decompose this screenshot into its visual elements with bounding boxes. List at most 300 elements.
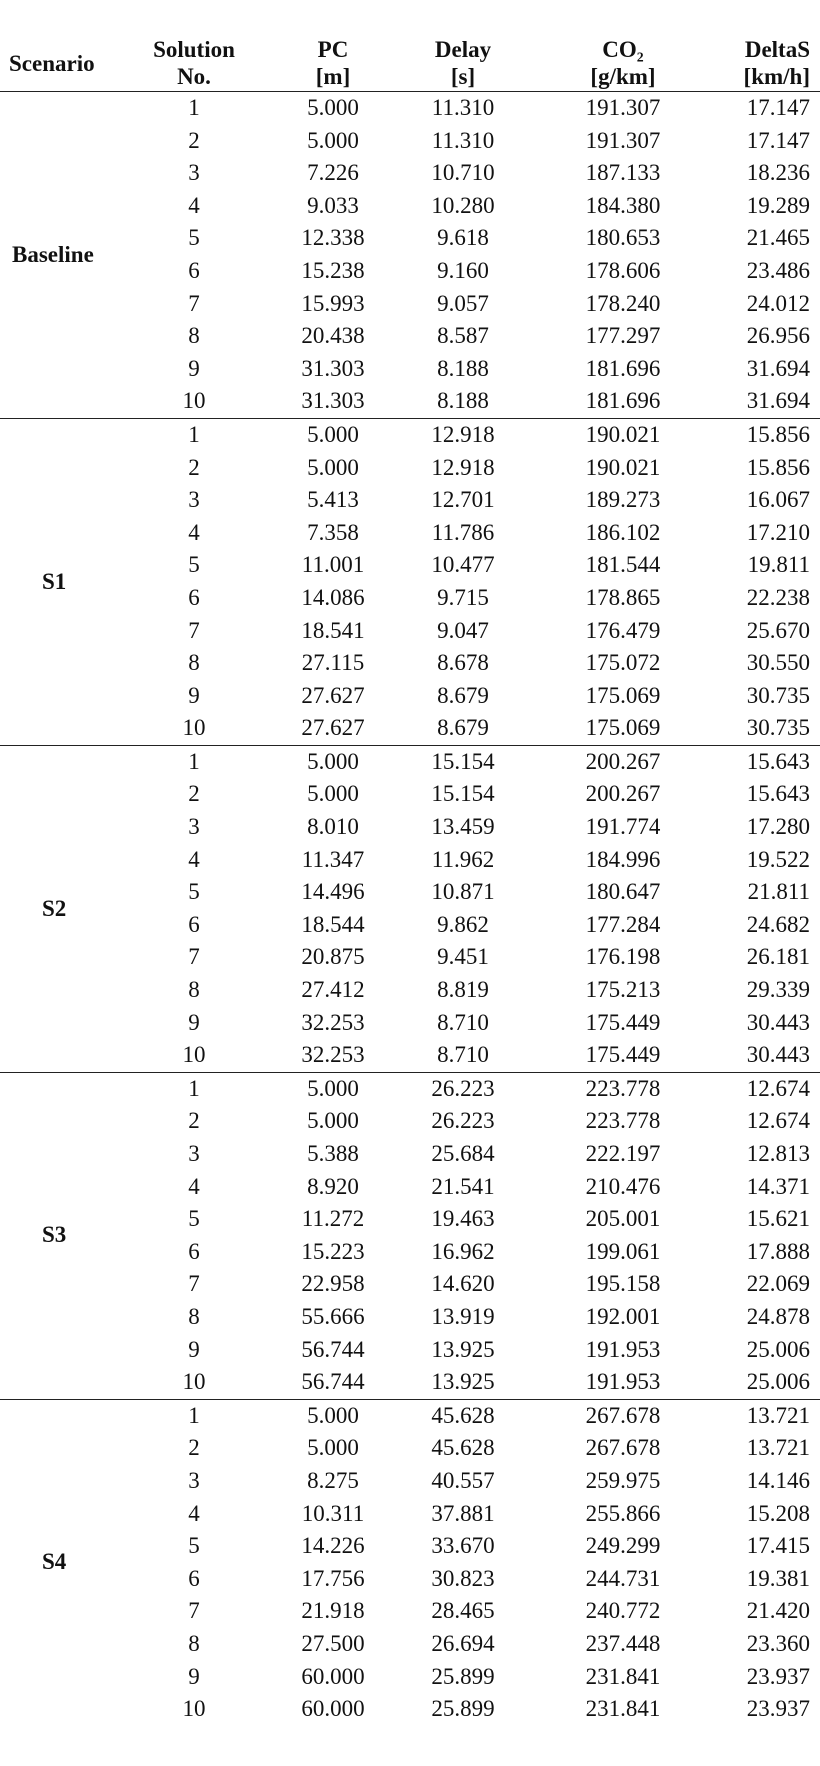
table-row <box>0 974 820 1007</box>
table-row <box>0 1007 820 1040</box>
solution-no-cell: 2 <box>188 127 200 153</box>
delay-cell: 12.701 <box>431 487 495 513</box>
pc-cell: 17.756 <box>301 1565 365 1591</box>
solution-no-cell: 7 <box>188 1271 200 1297</box>
deltas-cell: 15.621 <box>746 1206 810 1232</box>
solution-no-cell: 3 <box>188 1141 200 1166</box>
deltas-cell: 24.878 <box>746 1303 810 1329</box>
co2-cell: 210.476 <box>585 1173 661 1199</box>
pc-cell: 5.388 <box>307 1141 359 1166</box>
co2-cell: 267.678 <box>585 1402 661 1428</box>
deltas-cell: 23.937 <box>746 1696 810 1722</box>
solution-no-cell: 4 <box>188 1173 200 1199</box>
co2-cell: 200.267 <box>585 748 661 774</box>
delay-cell: 15.154 <box>431 781 495 807</box>
deltas-cell: 14.146 <box>746 1467 810 1493</box>
header-delay <box>383 30 543 92</box>
table-row <box>0 125 820 158</box>
deltas-cell: 26.181 <box>746 944 810 970</box>
table-row <box>0 452 820 485</box>
scenario-group <box>0 92 820 419</box>
co2-cell: 178.865 <box>585 584 661 610</box>
pc-cell: 5.000 <box>307 1402 359 1428</box>
solution-no-cell: 6 <box>188 1238 200 1264</box>
deltas-cell: 17.147 <box>746 127 810 153</box>
solution-no-cell: 4 <box>188 192 200 218</box>
co2-cell: 176.198 <box>585 944 661 970</box>
delay-cell: 11.962 <box>431 846 495 872</box>
deltas-cell: 12.674 <box>746 1075 810 1101</box>
delay-cell: 21.541 <box>431 1173 495 1199</box>
solution-no-cell: 7 <box>188 290 200 316</box>
header-co2 <box>543 30 703 92</box>
solution-no-cell: 3 <box>188 160 200 186</box>
deltas-cell: 30.550 <box>746 650 810 676</box>
solution-no-cell: 2 <box>188 454 200 480</box>
co2-cell: 181.544 <box>585 552 661 578</box>
table-row <box>0 1661 820 1694</box>
pc-cell: 31.303 <box>301 388 365 414</box>
co2-cell: 189.273 <box>585 487 661 513</box>
solution-no-cell: 1 <box>188 748 200 774</box>
solution-no-cell: 5 <box>188 879 200 905</box>
delay-cell: 11.786 <box>431 519 495 545</box>
solution-no-cell: 3 <box>188 1467 200 1493</box>
solution-no-cell: 2 <box>188 781 200 807</box>
pc-cell: 56.744 <box>301 1336 365 1362</box>
deltas-cell: 15.643 <box>746 781 810 807</box>
delay-cell: 9.160 <box>437 257 489 283</box>
deltas-cell: 17.415 <box>746 1533 810 1559</box>
pc-cell: 55.666 <box>301 1303 365 1329</box>
deltas-cell: 25.006 <box>746 1369 810 1395</box>
delay-cell: 9.862 <box>437 911 489 937</box>
header-delay-unit: [s] <box>450 64 476 89</box>
deltas-cell: 22.238 <box>746 584 810 610</box>
solution-no-cell: 9 <box>188 1663 200 1689</box>
table-row <box>0 1301 820 1334</box>
co2-cell: 199.061 <box>585 1238 661 1264</box>
delay-cell: 28.465 <box>431 1598 495 1624</box>
deltas-cell: 13.721 <box>746 1402 810 1428</box>
deltas-cell: 25.006 <box>746 1336 810 1362</box>
delay-cell: 37.881 <box>431 1500 495 1526</box>
table-row <box>0 1268 820 1301</box>
co2-cell: 175.449 <box>585 1042 661 1068</box>
pc-cell: 5.000 <box>307 127 359 153</box>
delay-cell: 16.962 <box>431 1238 495 1264</box>
delay-cell: 9.618 <box>437 225 489 251</box>
deltas-cell: 19.289 <box>746 192 810 218</box>
delay-cell: 8.679 <box>437 715 489 741</box>
table-header <box>0 30 820 92</box>
scenario-label: S4 <box>42 1549 67 1575</box>
pc-cell: 56.744 <box>301 1369 365 1395</box>
solution-no-cell: 8 <box>188 323 200 349</box>
deltas-cell: 23.360 <box>746 1630 810 1656</box>
table-row <box>0 288 820 321</box>
deltas-cell: 14.371 <box>746 1173 810 1199</box>
solution-no-cell: 9 <box>188 355 200 381</box>
co2-cell: 244.731 <box>585 1565 661 1591</box>
co2-cell: 267.678 <box>585 1435 661 1461</box>
co2-cell: 175.069 <box>585 682 661 708</box>
delay-cell: 9.057 <box>437 290 489 316</box>
co2-cell: 180.647 <box>585 879 661 905</box>
deltas-cell: 13.721 <box>746 1435 810 1461</box>
table-row <box>0 484 820 517</box>
co2-cell: 181.696 <box>585 388 661 414</box>
pc-cell: 27.627 <box>301 715 365 741</box>
pc-cell: 14.496 <box>301 879 365 905</box>
pc-cell: 18.541 <box>301 617 365 643</box>
co2-cell: 259.975 <box>585 1467 661 1493</box>
header-solution-no <box>105 30 283 92</box>
pc-cell: 5.000 <box>307 421 359 447</box>
deltas-cell: 16.067 <box>746 487 810 513</box>
pc-cell: 10.311 <box>301 1500 365 1526</box>
table-row <box>0 811 820 844</box>
table-row <box>0 1072 820 1105</box>
table-row <box>0 1236 820 1269</box>
pc-cell: 20.875 <box>301 944 365 970</box>
pc-cell: 60.000 <box>301 1696 365 1722</box>
co2-cell: 186.102 <box>585 519 661 545</box>
solution-no-cell: 8 <box>188 977 200 1003</box>
scenario-label: S1 <box>42 568 67 594</box>
delay-cell: 40.557 <box>431 1467 495 1493</box>
pc-cell: 27.500 <box>301 1630 365 1656</box>
deltas-cell: 30.735 <box>746 715 810 741</box>
delay-cell: 26.223 <box>431 1108 495 1134</box>
delay-cell: 26.223 <box>431 1075 495 1101</box>
solution-no-cell: 8 <box>188 1630 200 1656</box>
table-row <box>0 1334 820 1367</box>
deltas-cell: 19.381 <box>746 1565 810 1591</box>
pc-cell: 14.226 <box>301 1533 365 1559</box>
solution-no-cell: 1 <box>188 421 200 447</box>
delay-cell: 13.925 <box>431 1336 495 1362</box>
table-row <box>0 353 820 386</box>
solution-no-cell: 4 <box>188 519 200 545</box>
table-row <box>0 909 820 942</box>
scenario-group <box>0 1399 820 1725</box>
solution-no-cell: 7 <box>188 617 200 643</box>
deltas-cell: 18.236 <box>746 160 810 186</box>
co2-cell: 184.996 <box>585 846 661 872</box>
pc-cell: 21.918 <box>301 1598 365 1624</box>
delay-cell: 9.451 <box>437 944 489 970</box>
deltas-cell: 30.443 <box>746 1009 810 1035</box>
deltas-cell: 17.147 <box>746 95 810 120</box>
pc-cell: 32.253 <box>301 1009 365 1035</box>
table-row <box>0 222 820 255</box>
table-row <box>0 647 820 680</box>
delay-cell: 8.587 <box>437 323 489 349</box>
solution-no-cell: 6 <box>188 911 200 937</box>
deltas-cell: 15.643 <box>746 748 810 774</box>
delay-cell: 25.899 <box>431 1663 495 1689</box>
solution-no-cell: 1 <box>188 1075 200 1101</box>
deltas-cell: 15.208 <box>746 1500 810 1526</box>
table-row <box>0 255 820 288</box>
delay-cell: 13.459 <box>431 814 495 840</box>
co2-cell: 205.001 <box>585 1206 661 1232</box>
scenario-group <box>0 745 820 1072</box>
scenario-label: S2 <box>42 895 67 921</box>
delay-cell: 8.819 <box>437 977 489 1003</box>
table-row <box>0 1171 820 1204</box>
table-row <box>0 745 820 778</box>
solution-no-cell: 3 <box>188 487 200 513</box>
table-row <box>0 1595 820 1628</box>
deltas-cell: 15.856 <box>746 454 810 480</box>
pc-cell: 11.272 <box>301 1206 365 1232</box>
deltas-cell: 12.813 <box>746 1141 810 1166</box>
delay-cell: 11.310 <box>431 95 495 120</box>
solution-no-cell: 6 <box>188 584 200 610</box>
deltas-cell: 17.280 <box>746 814 810 840</box>
header-deltas-unit: [km/h] <box>743 64 810 89</box>
delay-cell: 8.188 <box>437 355 489 381</box>
delay-cell: 10.477 <box>431 552 495 578</box>
table-row <box>0 1366 820 1399</box>
delay-cell: 12.918 <box>431 454 495 480</box>
co2-cell: 191.953 <box>585 1336 661 1362</box>
pc-cell: 7.358 <box>307 519 359 545</box>
pc-cell: 5.413 <box>307 487 359 513</box>
co2-cell: 177.297 <box>585 323 661 349</box>
solution-no-cell: 2 <box>188 1108 200 1134</box>
table-row <box>0 1399 820 1432</box>
delay-cell: 33.670 <box>431 1533 495 1559</box>
co2-cell: 178.606 <box>585 257 661 283</box>
co2-cell: 190.021 <box>585 454 661 480</box>
pc-cell: 9.033 <box>307 192 359 218</box>
solution-no-cell: 6 <box>188 257 200 283</box>
deltas-cell: 24.682 <box>746 911 810 937</box>
pc-cell: 5.000 <box>307 454 359 480</box>
delay-cell: 13.919 <box>431 1303 495 1329</box>
table-row <box>0 517 820 550</box>
solution-no-cell: 9 <box>188 682 200 708</box>
co2-cell: 223.778 <box>585 1075 661 1101</box>
co2-cell: 255.866 <box>585 1500 661 1526</box>
solution-no-cell: 2 <box>188 1435 200 1461</box>
scenario-label: S3 <box>42 1222 67 1248</box>
solution-no-cell: 7 <box>188 1598 200 1624</box>
pc-cell: 8.010 <box>307 814 359 840</box>
solution-no-cell: 5 <box>188 552 200 578</box>
solution-no-cell: 1 <box>188 95 200 120</box>
delay-cell: 10.871 <box>431 879 495 905</box>
table-row <box>0 1563 820 1596</box>
solution-no-cell: 3 <box>188 814 200 840</box>
table-row <box>0 1628 820 1661</box>
table-row <box>0 941 820 974</box>
header-co2-line1: CO₂ <box>602 37 644 62</box>
delay-cell: 13.925 <box>431 1369 495 1395</box>
delay-cell: 8.679 <box>437 682 489 708</box>
pc-cell: 27.115 <box>301 650 365 676</box>
co2-cell: 190.021 <box>585 421 661 447</box>
table-row <box>0 1465 820 1498</box>
delay-cell: 30.823 <box>431 1565 495 1591</box>
pc-cell: 15.238 <box>301 257 365 283</box>
pc-cell: 11.001 <box>301 552 365 578</box>
deltas-cell: 30.443 <box>746 1042 810 1068</box>
deltas-cell: 29.339 <box>746 977 810 1003</box>
solution-no-cell: 10 <box>182 1696 206 1722</box>
table-row <box>0 680 820 713</box>
table-row <box>0 549 820 582</box>
co2-cell: 231.841 <box>585 1663 661 1689</box>
delay-cell: 25.899 <box>431 1696 495 1722</box>
header-pc <box>283 30 383 92</box>
header-solution-line2: No. <box>177 64 211 89</box>
pc-cell: 7.226 <box>307 160 359 186</box>
deltas-cell: 30.735 <box>746 682 810 708</box>
header-deltas-line1: DeltaS <box>744 37 810 62</box>
table-row <box>0 1105 820 1138</box>
solution-no-cell: 1 <box>188 1402 200 1428</box>
pc-cell: 5.000 <box>307 1075 359 1101</box>
delay-cell: 25.684 <box>431 1141 495 1166</box>
delay-cell: 9.715 <box>437 584 489 610</box>
header-pc-line1: PC <box>317 37 349 62</box>
delay-cell: 45.628 <box>431 1402 495 1428</box>
table-row <box>0 712 820 745</box>
deltas-cell: 21.465 <box>746 225 810 251</box>
co2-cell: 249.299 <box>585 1533 661 1559</box>
delay-cell: 8.678 <box>437 650 489 676</box>
co2-cell: 223.778 <box>585 1108 661 1134</box>
solution-no-cell: 10 <box>182 715 206 741</box>
table-row <box>0 844 820 877</box>
solution-no-cell: 10 <box>182 388 206 414</box>
pc-cell: 5.000 <box>307 1435 359 1461</box>
delay-cell: 45.628 <box>431 1435 495 1461</box>
scenario-group <box>0 1072 820 1399</box>
co2-cell: 175.213 <box>585 977 661 1003</box>
pc-cell: 15.993 <box>301 290 365 316</box>
solution-no-cell: 4 <box>188 846 200 872</box>
co2-cell: 240.772 <box>585 1598 661 1624</box>
table-row <box>0 1498 820 1531</box>
table-row <box>0 385 820 418</box>
delay-cell: 11.310 <box>431 127 495 153</box>
pc-cell: 20.438 <box>301 323 365 349</box>
delay-cell: 15.154 <box>431 748 495 774</box>
pc-cell: 60.000 <box>301 1663 365 1689</box>
co2-cell: 237.448 <box>585 1630 661 1656</box>
pc-cell: 27.412 <box>301 977 365 1003</box>
co2-cell: 181.696 <box>585 355 661 381</box>
co2-cell: 195.158 <box>585 1271 661 1297</box>
deltas-cell: 21.420 <box>746 1598 810 1624</box>
co2-cell: 180.653 <box>585 225 661 251</box>
co2-cell: 175.072 <box>585 650 661 676</box>
deltas-cell: 17.888 <box>746 1238 810 1264</box>
table-row <box>0 1693 820 1726</box>
table-row <box>0 1432 820 1465</box>
deltas-cell: 25.670 <box>746 617 810 643</box>
delay-cell: 8.710 <box>437 1042 489 1068</box>
delay-cell: 26.694 <box>431 1630 495 1656</box>
pc-cell: 31.303 <box>301 355 365 381</box>
delay-cell: 12.918 <box>431 421 495 447</box>
deltas-cell: 21.811 <box>747 879 810 905</box>
header-deltas <box>703 30 820 92</box>
table-row <box>0 1203 820 1236</box>
co2-cell: 191.307 <box>585 127 661 153</box>
co2-cell: 175.449 <box>585 1009 661 1035</box>
co2-cell: 176.479 <box>585 617 661 643</box>
co2-cell: 222.197 <box>585 1141 661 1166</box>
deltas-cell: 19.522 <box>746 846 810 872</box>
deltas-cell: 31.694 <box>746 388 810 414</box>
table-row <box>0 190 820 223</box>
delay-cell: 9.047 <box>437 617 489 643</box>
co2-cell: 192.001 <box>585 1303 661 1329</box>
deltas-cell: 19.811 <box>747 552 810 578</box>
pc-cell: 11.347 <box>301 846 365 872</box>
deltas-cell: 31.694 <box>746 355 810 381</box>
table-row <box>0 1530 820 1563</box>
solution-no-cell: 9 <box>188 1009 200 1035</box>
delay-cell: 8.188 <box>437 388 489 414</box>
header-delay-line1: Delay <box>434 37 492 62</box>
scenario-label: Baseline <box>12 241 94 267</box>
solution-no-cell: 5 <box>188 1206 200 1232</box>
deltas-cell: 15.856 <box>746 421 810 447</box>
delay-cell: 14.620 <box>431 1271 495 1297</box>
co2-cell: 178.240 <box>585 290 661 316</box>
table-row <box>0 1039 820 1072</box>
solution-no-cell: 10 <box>182 1369 206 1395</box>
results-table <box>0 30 820 1726</box>
pc-cell: 18.544 <box>301 911 365 937</box>
pc-cell: 5.000 <box>307 95 359 120</box>
co2-cell: 191.774 <box>585 814 661 840</box>
co2-cell: 175.069 <box>585 715 661 741</box>
pc-cell: 5.000 <box>307 781 359 807</box>
co2-cell: 231.841 <box>585 1696 661 1722</box>
solution-no-cell: 8 <box>188 650 200 676</box>
deltas-cell: 12.674 <box>746 1108 810 1134</box>
delay-cell: 19.463 <box>431 1206 495 1232</box>
deltas-cell: 26.956 <box>746 323 810 349</box>
solution-no-cell: 4 <box>188 1500 200 1526</box>
pc-cell: 8.275 <box>307 1467 359 1493</box>
table-row <box>0 320 820 353</box>
pc-cell: 8.920 <box>307 1173 359 1199</box>
pc-cell: 12.338 <box>301 225 365 251</box>
table-row <box>0 92 820 125</box>
scenario-group <box>0 418 820 745</box>
pc-cell: 32.253 <box>301 1042 365 1068</box>
pc-cell: 14.086 <box>301 584 365 610</box>
header-solution-line1: Solution <box>153 37 235 62</box>
header-scenario <box>0 30 105 92</box>
table-row <box>0 157 820 190</box>
pc-cell: 5.000 <box>307 748 359 774</box>
delay-cell: 10.280 <box>431 192 495 218</box>
delay-cell: 8.710 <box>437 1009 489 1035</box>
solution-no-cell: 9 <box>188 1336 200 1362</box>
pc-cell: 22.958 <box>301 1271 365 1297</box>
deltas-cell: 22.069 <box>746 1271 810 1297</box>
